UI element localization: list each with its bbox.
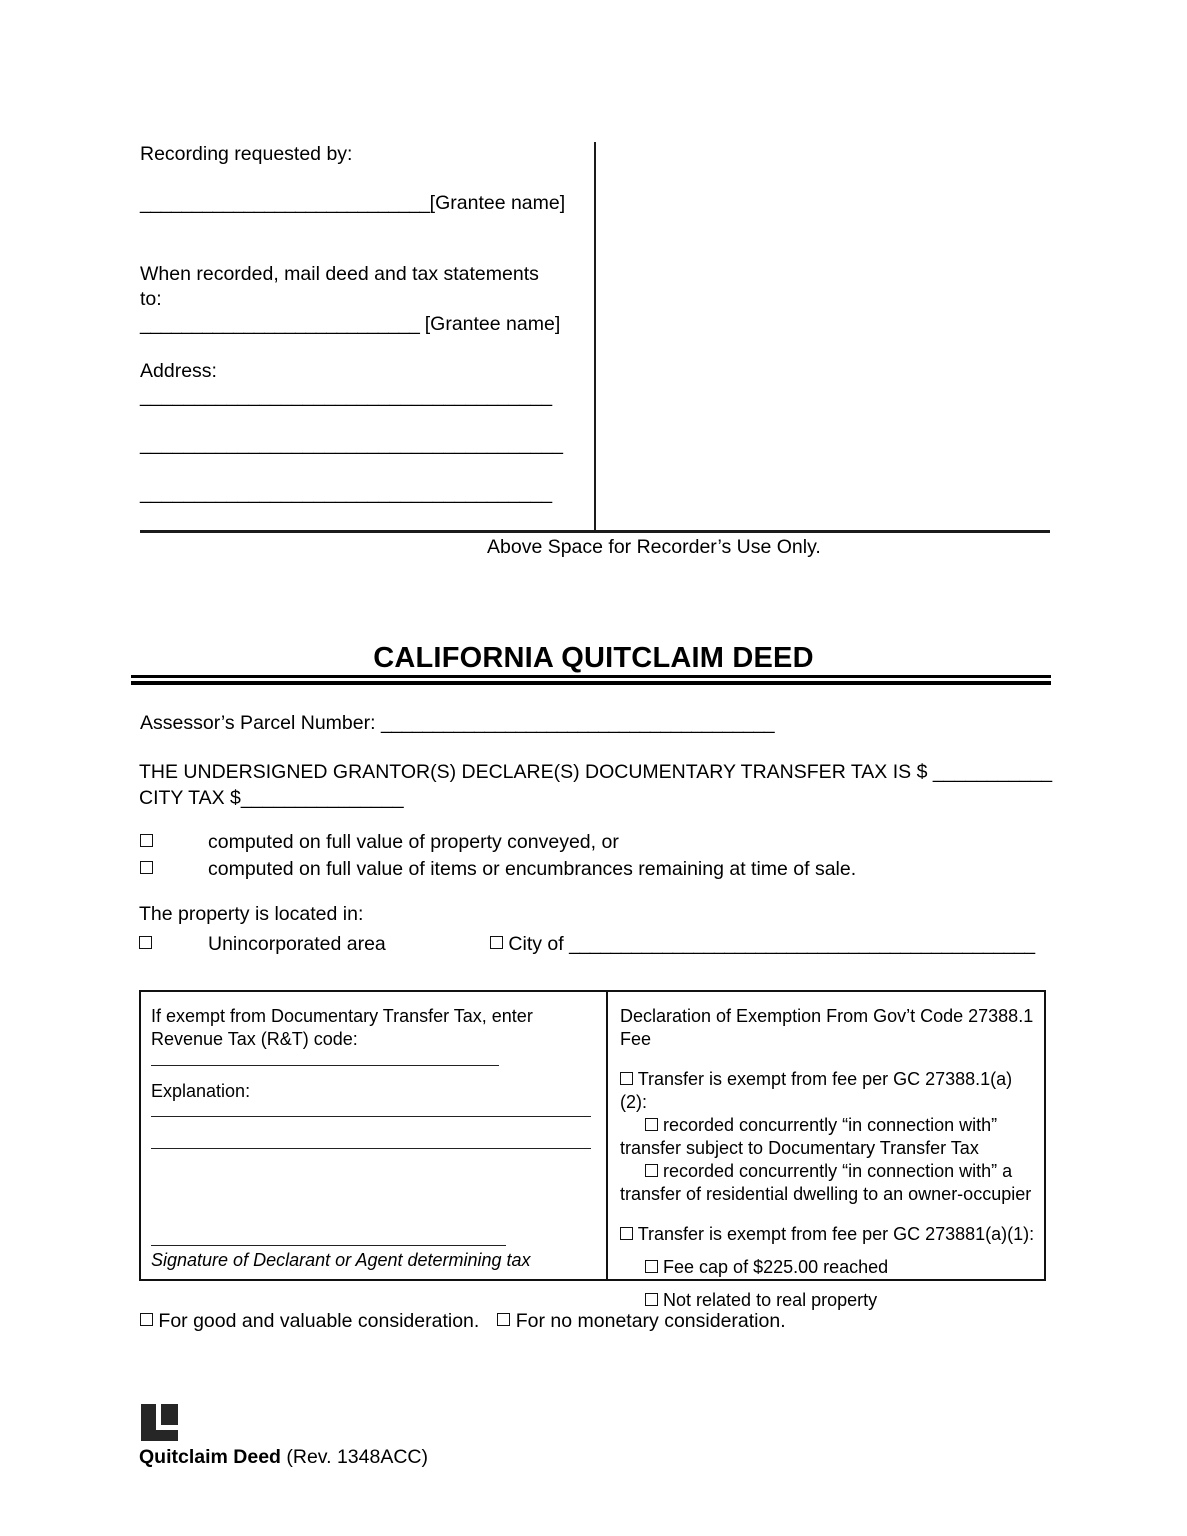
gov-code-fee-heading: Declaration of Exemption From Gov’t Code 27388.1 Fee: [620, 1006, 1034, 1049]
recording-requested-by-field: [140, 191, 594, 216]
checkbox-unchecked-icon[interactable]: [645, 1293, 658, 1306]
address-line-3[interactable]: ______________________________________: [140, 482, 553, 504]
recording-requested-by-tag: [Grantee name]: [429, 192, 566, 214]
address-label: Address:: [140, 360, 217, 382]
exempt-item-row[interactable]: [620, 1223, 1038, 1246]
mail-to-blank[interactable]: ___________________________: [140, 313, 420, 335]
address-line-2[interactable]: _______________________________________: [140, 433, 563, 455]
exempt-item-row[interactable]: [620, 1068, 1038, 1114]
exempt-subitem-continuation: transfer subject to Documentary Transfer Tax: [620, 1138, 979, 1158]
property-located-label: The property is located in:: [139, 903, 364, 925]
signature-caption: Signature of Declarant or Agent determining tax: [151, 1250, 531, 1270]
tax-basis-option-row[interactable]: [140, 829, 1080, 856]
legaltemplates-logo-icon: [141, 1404, 178, 1441]
checkbox-computed-full-value-cell[interactable]: [140, 829, 208, 856]
recorder-vertical-divider: [594, 142, 596, 530]
signature-area: [151, 1245, 531, 1271]
transfer-tax-line-1[interactable]: THE UNDERSIGNED GRANTOR(S) DECLARE(S) DOCUMENTARY TRANSFER TAX IS $ ___________: [139, 761, 1053, 783]
checkbox-unchecked-icon[interactable]: [140, 834, 153, 847]
signature-input-line[interactable]: [151, 1245, 506, 1246]
consideration-option-1-label: For good and valuable consideration.: [158, 1310, 480, 1332]
footer-document-name: Quitclaim Deed: [139, 1446, 281, 1468]
city-of-label: City of: [508, 933, 564, 955]
footer-document-name-row: [139, 1446, 428, 1469]
checkbox-unchecked-icon[interactable]: [645, 1260, 658, 1273]
checkbox-unchecked-icon[interactable]: [140, 1313, 153, 1326]
apn-input-blank[interactable]: ______________________________________: [380, 712, 775, 734]
exempt-subitem-label: recorded concurrently “in connection with”: [663, 1115, 998, 1135]
city-tax-line[interactable]: CITY TAX $_______________: [139, 787, 404, 809]
checkbox-unchecked-icon[interactable]: [620, 1072, 633, 1085]
checkbox-computed-encumbrances-cell[interactable]: [140, 856, 208, 883]
checkbox-unchecked-icon[interactable]: [490, 936, 503, 949]
explanation-input-line-2[interactable]: [151, 1148, 591, 1149]
title-double-rule: [131, 675, 1051, 685]
checkbox-unchecked-icon[interactable]: [645, 1118, 658, 1131]
checkbox-unchecked-icon[interactable]: [645, 1164, 658, 1177]
apn-label: Assessor’s Parcel Number:: [140, 712, 376, 734]
above-space-note: Above Space for Recorder’s Use Only.: [487, 536, 821, 558]
checkbox-unchecked-icon[interactable]: [139, 936, 152, 949]
checkbox-unchecked-icon[interactable]: [620, 1227, 633, 1240]
exemption-table-left-cell: [141, 992, 608, 1279]
recording-requested-by-blank[interactable]: ____________________________: [140, 192, 430, 214]
exempt-item-label: Transfer is exempt from fee per GC 273881(a)(1):: [637, 1224, 1035, 1244]
checkbox-unincorporated-cell[interactable]: [139, 930, 208, 958]
tax-basis-option-label: computed on full value of items or encumbrances remaining at time of sale.: [208, 858, 857, 880]
tax-basis-option-label: computed on full value of property conveyed, or: [208, 831, 619, 853]
exempt-subitem-label: recorded concurrently “in connection with” a: [663, 1161, 1013, 1181]
exempt-subitem-row[interactable]: [620, 1160, 1038, 1183]
exempt-subitem-label: Not related to real property: [663, 1290, 878, 1310]
consideration-option-2-label: For no monetary consideration.: [515, 1310, 786, 1332]
recorder-block: [140, 142, 1050, 534]
rt-code-heading: If exempt from Documentary Transfer Tax, enter Revenue Tax (R&T) code:: [151, 1006, 533, 1049]
unincorporated-area-label: Unincorporated area: [208, 933, 386, 955]
location-options-row: [139, 930, 1079, 958]
consideration-row: [140, 1310, 786, 1333]
exempt-subitem-row[interactable]: [620, 1289, 1038, 1312]
address-line-1[interactable]: ______________________________________: [140, 385, 553, 407]
tax-basis-options: [140, 829, 1080, 883]
checkbox-unchecked-icon[interactable]: [497, 1313, 510, 1326]
page-title: CALIFORNIA QUITCLAIM DEED: [373, 642, 814, 674]
footer-revision: (Rev. 1348ACC): [286, 1446, 428, 1468]
recording-requested-by-label: Recording requested by:: [140, 143, 353, 165]
exemption-table-right-cell: [608, 992, 1048, 1310]
property-location-block: [139, 900, 1079, 958]
recorder-left-column: [140, 142, 594, 506]
exempt-subitem-row[interactable]: [620, 1256, 1038, 1279]
mail-to-field: [140, 312, 594, 337]
transfer-tax-block: [139, 759, 1079, 811]
mail-to-tag: [Grantee name]: [424, 313, 561, 335]
explanation-label: Explanation:: [151, 1081, 251, 1101]
exempt-item-label: Transfer is exempt from fee per GC 27388.1(a)(2):: [620, 1069, 1013, 1112]
apn-row: [140, 712, 774, 735]
city-of-blank[interactable]: _____________________________________________: [569, 933, 1035, 955]
city-of-option[interactable]: [490, 930, 1035, 958]
exempt-subitem-continuation: transfer of residential dwelling to an owner-occupier: [620, 1184, 1032, 1204]
tax-basis-option-row[interactable]: [140, 856, 1080, 883]
checkbox-unchecked-icon[interactable]: [140, 861, 153, 874]
mail-to-label: When recorded, mail deed and tax statements to:: [140, 263, 545, 310]
exemption-table: [139, 990, 1046, 1310]
exempt-subitem-row[interactable]: [620, 1114, 1038, 1137]
recorder-bottom-rule: [140, 530, 1050, 533]
exempt-subitem-label: Fee cap of $225.00 reached: [663, 1257, 889, 1277]
